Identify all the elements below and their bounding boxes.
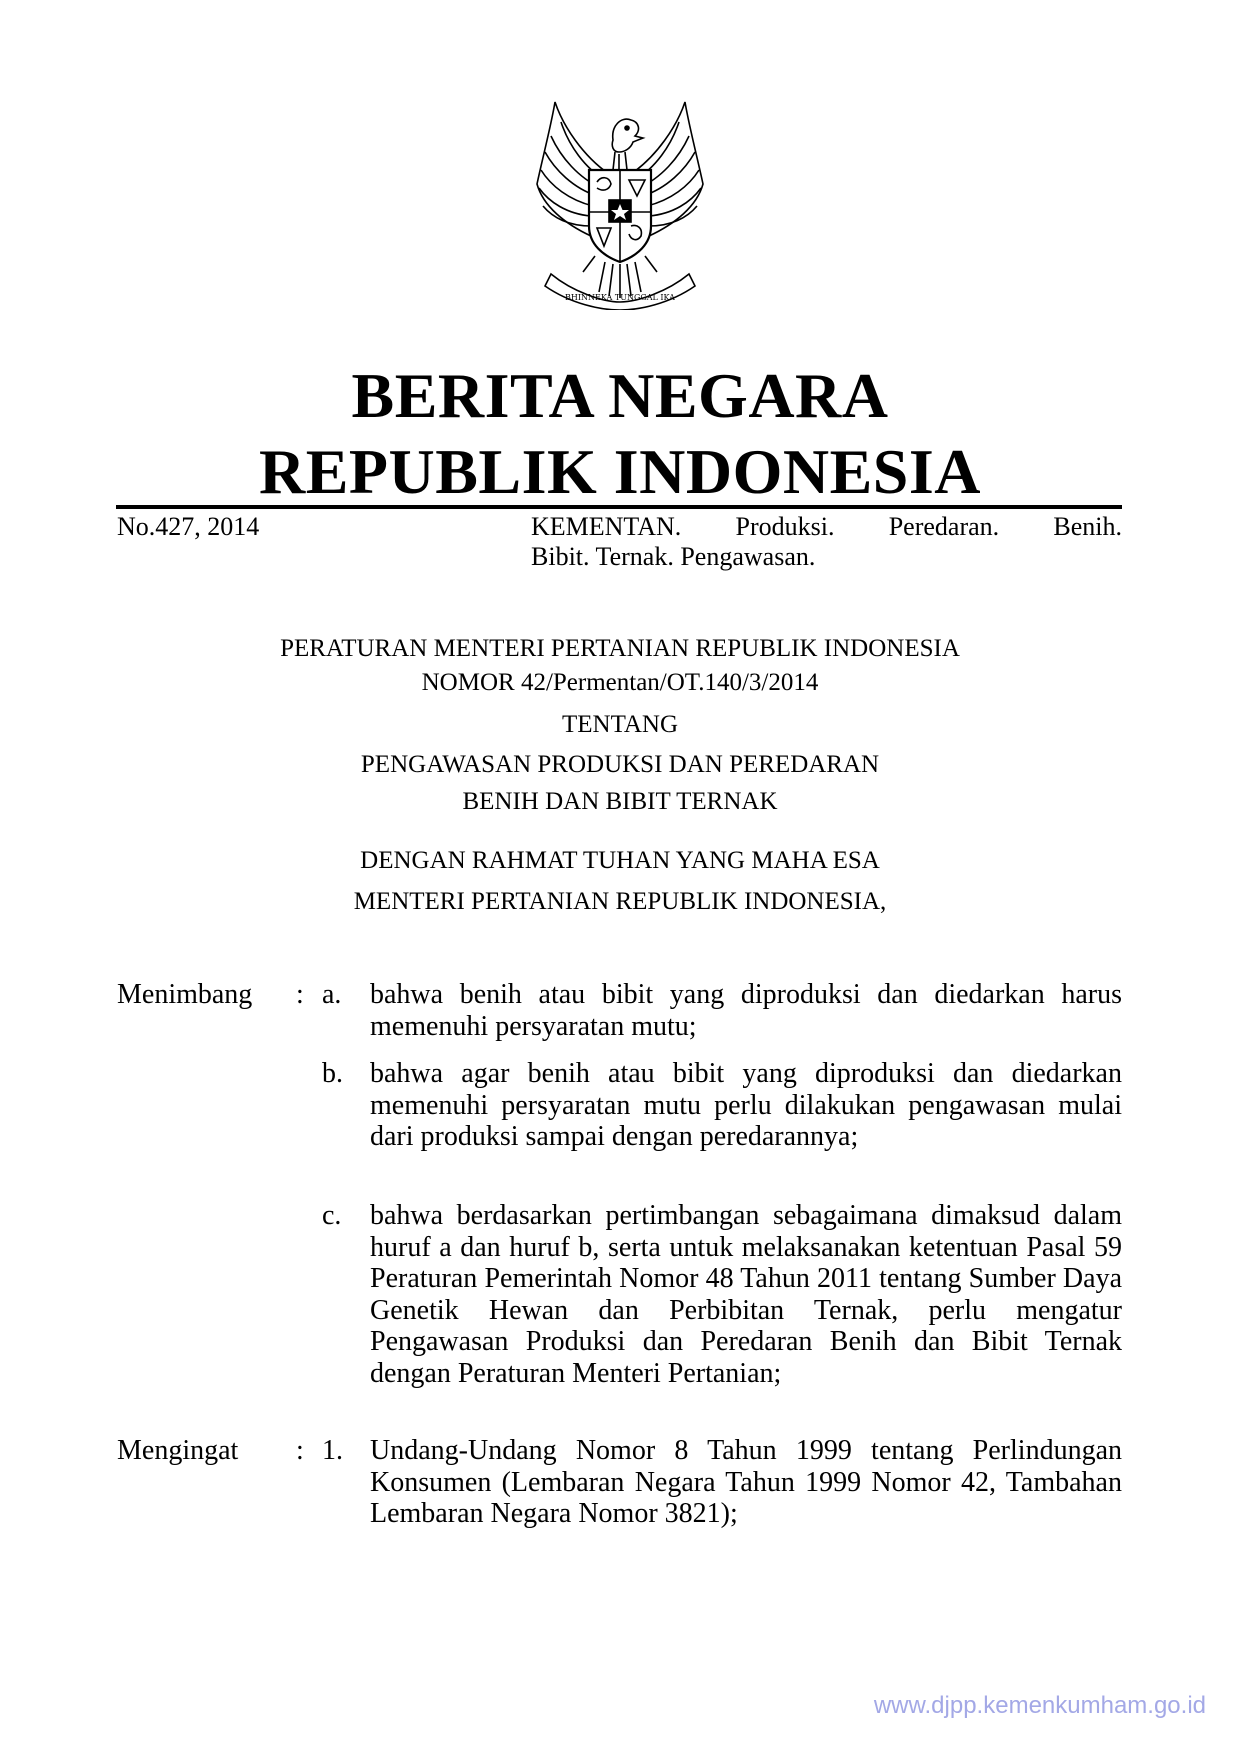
- keywords-line2: Bibit. Ternak. Pengawasan.: [531, 542, 816, 571]
- masthead-title-line1: BERITA NEGARA: [351, 360, 889, 431]
- menimbang-item-a-marker: a.: [322, 979, 342, 1010]
- gazette-number: No.427, 2014: [117, 512, 260, 541]
- menimbang-item-a-text: bahwa benih atau bibit yang diproduksi dan diedarkan harus memenuhi persyaratan mutu;: [370, 979, 1122, 1042]
- website-link[interactable]: www.djpp.kemenkumham.go.id: [873, 1692, 1206, 1719]
- regulation-number: NOMOR 42/Permentan/OT.140/3/2014: [421, 669, 819, 696]
- menimbang-item-c-marker: c.: [322, 1200, 342, 1231]
- menimbang-item-c-text: bahwa berdasarkan pertimbangan sebagaimana dimaksud dalam huruf a dan huruf b, serta untuk melaksanakan ketentuan Pasal 59 Peraturan Pemerintah Nomor 48 Tahun 2011 tentang Sumber Daya Genetik Hewan dan Perbibitan Ternak, perlu mengatur Pengawasan Produksi dan Peredaran Benih dan Bibit Ternak dengan Peraturan Menteri Pertanian;: [370, 1200, 1122, 1389]
- regulation-title: PERATURAN MENTERI PERTANIAN REPUBLIK INDONESIA: [280, 635, 960, 662]
- keywords-line1: KEMENTAN. Produksi. Peredaran. Benih.: [531, 512, 1122, 541]
- menimbang-item-b-text: bahwa agar benih atau bibit yang diproduksi dan diedarkan memenuhi persyaratan mutu perlu dilakukan pengawasan mulai dari produksi sampai dengan peredarannya;: [370, 1058, 1122, 1152]
- regulation-tentang: TENTANG: [561, 711, 679, 738]
- mengingat-item-1-marker: 1.: [322, 1435, 343, 1466]
- masthead-divider: [116, 505, 1122, 509]
- menimbang-label: Menimbang: [117, 979, 253, 1010]
- svg-text:BHINNEKA TUNGGAL IKA: BHINNEKA TUNGGAL IKA: [565, 293, 675, 302]
- mengingat-label: Mengingat: [117, 1435, 239, 1466]
- preamble-invocation: DENGAN RAHMAT TUHAN YANG MAHA ESA: [360, 847, 880, 874]
- regulation-subject-line2: BENIH DAN BIBIT TERNAK: [462, 788, 778, 815]
- menimbang-item-b-marker: b.: [322, 1058, 343, 1089]
- regulation-subject-line1: PENGAWASAN PRODUKSI DAN PEREDARAN: [360, 751, 880, 778]
- menimbang-colon: :: [296, 979, 304, 1010]
- mengingat-item-1-text: Undang-Undang Nomor 8 Tahun 1999 tentang Perlindungan Konsumen (Lembaran Negara Tahun 1999 Nomor 42, Tambahan Lembaran Negara Nomor 3821);: [370, 1435, 1122, 1529]
- masthead-title-line2: REPUBLIK INDONESIA: [258, 436, 982, 507]
- preamble-authority: MENTERI PERTANIAN REPUBLIK INDONESIA,: [353, 888, 887, 915]
- mengingat-colon: :: [296, 1435, 304, 1466]
- garuda-pancasila-emblem-icon: [513, 96, 727, 310]
